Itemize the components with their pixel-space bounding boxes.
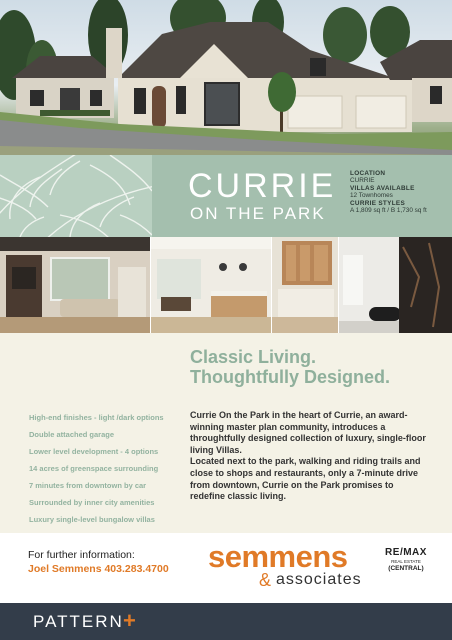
kitchen-photo bbox=[151, 237, 271, 333]
title-box bbox=[152, 155, 452, 237]
title-on-the-park: ON THE PARK bbox=[190, 204, 326, 223]
title-currie: CURRIE bbox=[188, 167, 337, 205]
feature-item: 14 acres of greenspace surrounding bbox=[29, 464, 159, 473]
project-details bbox=[350, 170, 427, 214]
location-label: LOCATION bbox=[350, 170, 386, 177]
semmens-logo-amp: & bbox=[259, 570, 272, 590]
contact-section bbox=[0, 533, 452, 603]
styles-value: A 1,809 sq ft / B 1,730 sq ft bbox=[350, 207, 427, 215]
semmens-logo-word: semmens bbox=[208, 539, 348, 574]
cabinetry-photo bbox=[272, 237, 338, 333]
feature-item: Surrounded by inner city amenities bbox=[29, 498, 155, 507]
pattern-logo-text: PATTERN bbox=[33, 612, 124, 631]
description-paragraph-1: Currie On the Park in the heart of Currie, an award-winning master plan community, introduces a throughtfully designed collection of luxury, single-floor living Villas. bbox=[190, 410, 426, 455]
remax-logo-name: RE/MAX bbox=[385, 547, 427, 558]
headline-line1: Classic Living. bbox=[190, 347, 317, 367]
feature-list bbox=[29, 409, 164, 528]
interior-photo-strip bbox=[0, 237, 452, 333]
footer bbox=[0, 603, 452, 640]
styles-label: CURRIE STYLES bbox=[350, 199, 406, 207]
headline-line2: Thoughtfully Designed. bbox=[190, 367, 390, 387]
remax-logo bbox=[376, 547, 436, 572]
feature-item: Double attached garage bbox=[29, 430, 115, 439]
living-room-photo bbox=[0, 237, 150, 333]
plus-icon: + bbox=[123, 608, 136, 633]
title-band bbox=[0, 155, 452, 237]
feature-item: High-end finishes - light /dark options bbox=[29, 413, 164, 422]
villas-label: VILLAS AVAILABLE bbox=[350, 184, 415, 192]
contact-name-phone[interactable]: Joel Semmens 403.283.4700 bbox=[28, 563, 169, 575]
main-content bbox=[0, 333, 452, 533]
remax-logo-sub: REAL ESTATE bbox=[391, 559, 421, 564]
description bbox=[190, 410, 430, 503]
exterior-rendering-illustration bbox=[0, 0, 452, 155]
contact-label: For further information: bbox=[28, 549, 135, 561]
headline bbox=[190, 347, 390, 387]
leaf-pattern-icon bbox=[0, 155, 152, 237]
hero-exterior-rendering bbox=[0, 0, 452, 155]
feature-item: 7 minutes from downtown by car bbox=[29, 481, 147, 490]
feature-item: Lower level development - 4 options bbox=[29, 447, 159, 456]
bathroom-photo bbox=[339, 237, 452, 333]
location-value: CURRIE bbox=[350, 177, 375, 185]
description-paragraph-2: Located next to the park, walking and riding trails and close to shops and restaurants, only a 7-minute drive from downtown, Currie on the Park promises to redefine classic living. bbox=[190, 456, 421, 502]
remax-logo-branch: (CENTRAL) bbox=[388, 565, 424, 572]
semmens-logo-associates: associates bbox=[276, 571, 362, 588]
feature-item: Luxury single-level bungalow villas bbox=[29, 515, 155, 524]
villas-value: 12 Townhomes bbox=[350, 192, 393, 200]
leaf-pattern-panel bbox=[0, 155, 152, 237]
